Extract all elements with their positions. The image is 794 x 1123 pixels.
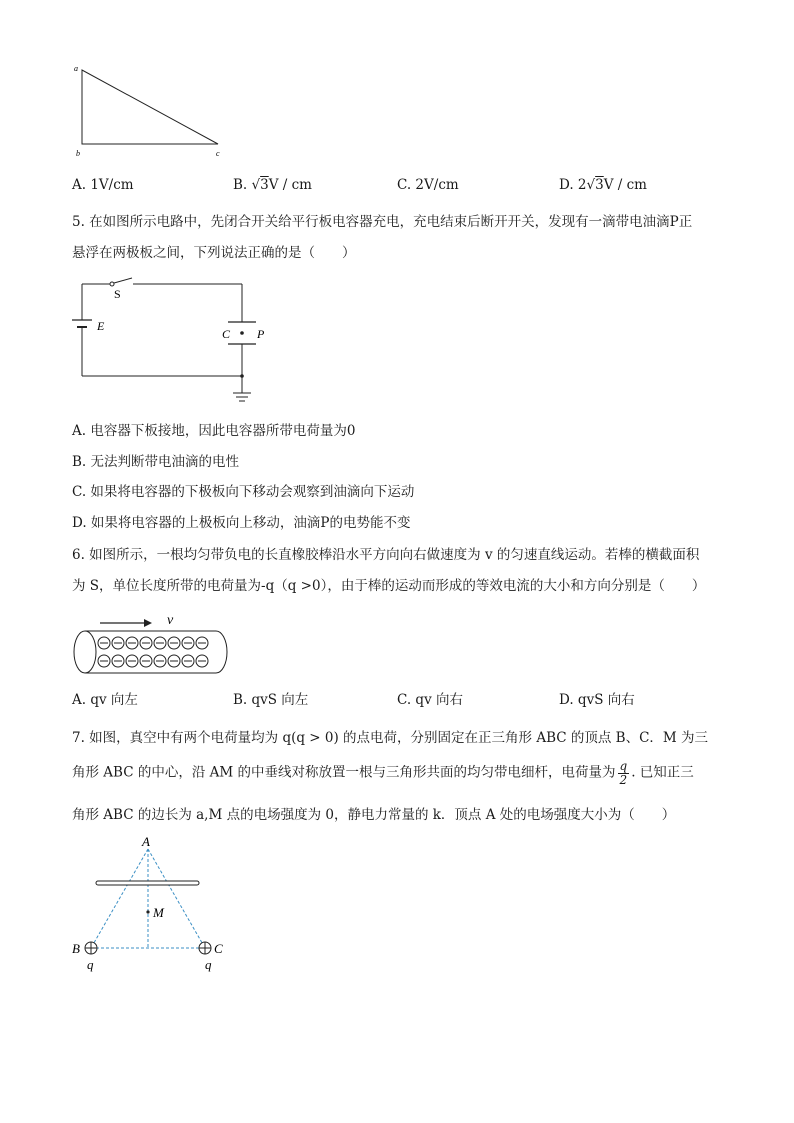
center-label-m: M xyxy=(153,905,164,920)
center-point-m-icon xyxy=(146,910,149,913)
oil-drop-icon xyxy=(240,331,244,335)
q7-stem-line3: 角形 ABC 的边长为 a,M 点的电场强度为 0，静电力常量的 k．顶点 A 处的电场强度大小为（ ） xyxy=(72,807,676,823)
vertex-label-b: B xyxy=(72,941,80,956)
q4-option-a[interactable]: A. 1V/cm xyxy=(72,177,134,193)
switch-contact-icon xyxy=(110,282,114,286)
q5-stem-line2: 悬浮在两极板之间，下列说法正确的是（ ） xyxy=(72,245,356,261)
equilateral-triangle-figure xyxy=(65,832,245,977)
triangle-abc-figure xyxy=(70,62,230,162)
q7-stem-line2-part2: . 已知正三 xyxy=(631,764,694,781)
q4-option-d-root: 3 xyxy=(595,177,604,193)
ground-icon xyxy=(233,393,251,401)
battery-label: E xyxy=(97,319,105,333)
q4-option-b-root: 3 xyxy=(260,177,269,193)
oil-drop-label: P xyxy=(257,327,265,341)
vertex-label-b: b xyxy=(76,149,80,158)
sqrt-symbol-icon: √ xyxy=(251,177,261,193)
sqrt-symbol-icon: √ xyxy=(586,177,596,193)
q5-option-c[interactable]: C. 如果将电容器的下极板向下移动会观察到油滴向下运动 xyxy=(72,484,415,500)
velocity-label: v xyxy=(167,613,174,628)
q4-option-b[interactable] xyxy=(233,179,312,193)
q6-option-d[interactable]: D. qvS 向右 xyxy=(559,692,635,708)
q6-stem-line2: 为 S，单位长度所带的电荷量为-q（q >0），由于棒的运动而形成的等效电流的大小和方向分别是（ ） xyxy=(72,578,706,594)
charge-label-c: q xyxy=(205,957,212,972)
switch-label: S xyxy=(114,287,121,301)
capacitor-label: C xyxy=(222,327,231,341)
vertex-label-c: c xyxy=(216,149,220,158)
q5-option-d[interactable]: D. 如果将电容器的上极板向上移动，油滴P的电势能不变 xyxy=(72,515,411,531)
q6-option-c[interactable]: C. qv 向右 xyxy=(397,692,463,708)
switch-blade-icon xyxy=(114,278,132,283)
fraction-numerator: q xyxy=(619,759,628,773)
positive-charge-b-icon xyxy=(85,942,97,954)
q4-option-d-prefix: D. 2 xyxy=(559,177,587,193)
q6-option-b[interactable]: B. qvS 向左 xyxy=(233,692,309,708)
charge-label-b: q xyxy=(87,957,94,972)
q4-option-d-unit: V / cm xyxy=(603,177,647,193)
q5-stem-line1: 5. 在如图所示电路中，先闭合开关给平行板电容器充电，充电结束后断开开关，发现有一滴带电油滴P正 xyxy=(72,214,693,230)
q5-option-b[interactable]: B. 无法判断带电油滴的电性 xyxy=(72,454,240,470)
triangle-outline xyxy=(82,70,218,144)
rod-left-end xyxy=(74,631,96,673)
q7-stem-line2-part1: 角形 ABC 的中心，沿 AM 的中垂线对称放置一根与三角形共面的均匀带电细杆，电荷量为 xyxy=(72,764,616,781)
rubber-rod-figure xyxy=(70,610,240,680)
circuit-figure xyxy=(70,272,270,412)
rod-right-end xyxy=(216,631,227,673)
vertex-label-a: a xyxy=(74,64,78,73)
q4-option-b-prefix: B. xyxy=(233,177,252,193)
q5-option-a[interactable]: A. 电容器下板接地，因此电容器所带电荷量为0 xyxy=(72,423,356,439)
q4-option-d[interactable] xyxy=(559,179,647,193)
q7-stem-line2 xyxy=(72,760,694,786)
arrow-head-icon xyxy=(144,619,152,627)
negative-charges xyxy=(98,637,208,667)
q4-option-c[interactable]: C. 2V/cm xyxy=(397,177,459,193)
vertex-label-a: A xyxy=(142,834,150,849)
fraction-q-over-2 xyxy=(618,760,630,786)
vertex-label-c: C xyxy=(214,941,223,956)
q6-stem-line1: 6. 如图所示，一根均匀带负电的长直橡胶棒沿水平方向向右做速度为 v 的匀速直线运动。若棒的横截面积 xyxy=(72,547,700,563)
q4-option-b-unit: V / cm xyxy=(268,177,312,193)
q7-stem-line1: 7. 如图，真空中有两个电荷量均为 q(q > 0) 的点电荷，分别固定在正三角形 ABC 的顶点 B、C．M 为三 xyxy=(72,730,709,746)
positive-charge-c-icon xyxy=(199,942,211,954)
q6-option-a[interactable]: A. qv 向左 xyxy=(72,692,138,708)
fraction-denominator: 2 xyxy=(619,772,628,787)
charged-rod xyxy=(96,881,199,885)
